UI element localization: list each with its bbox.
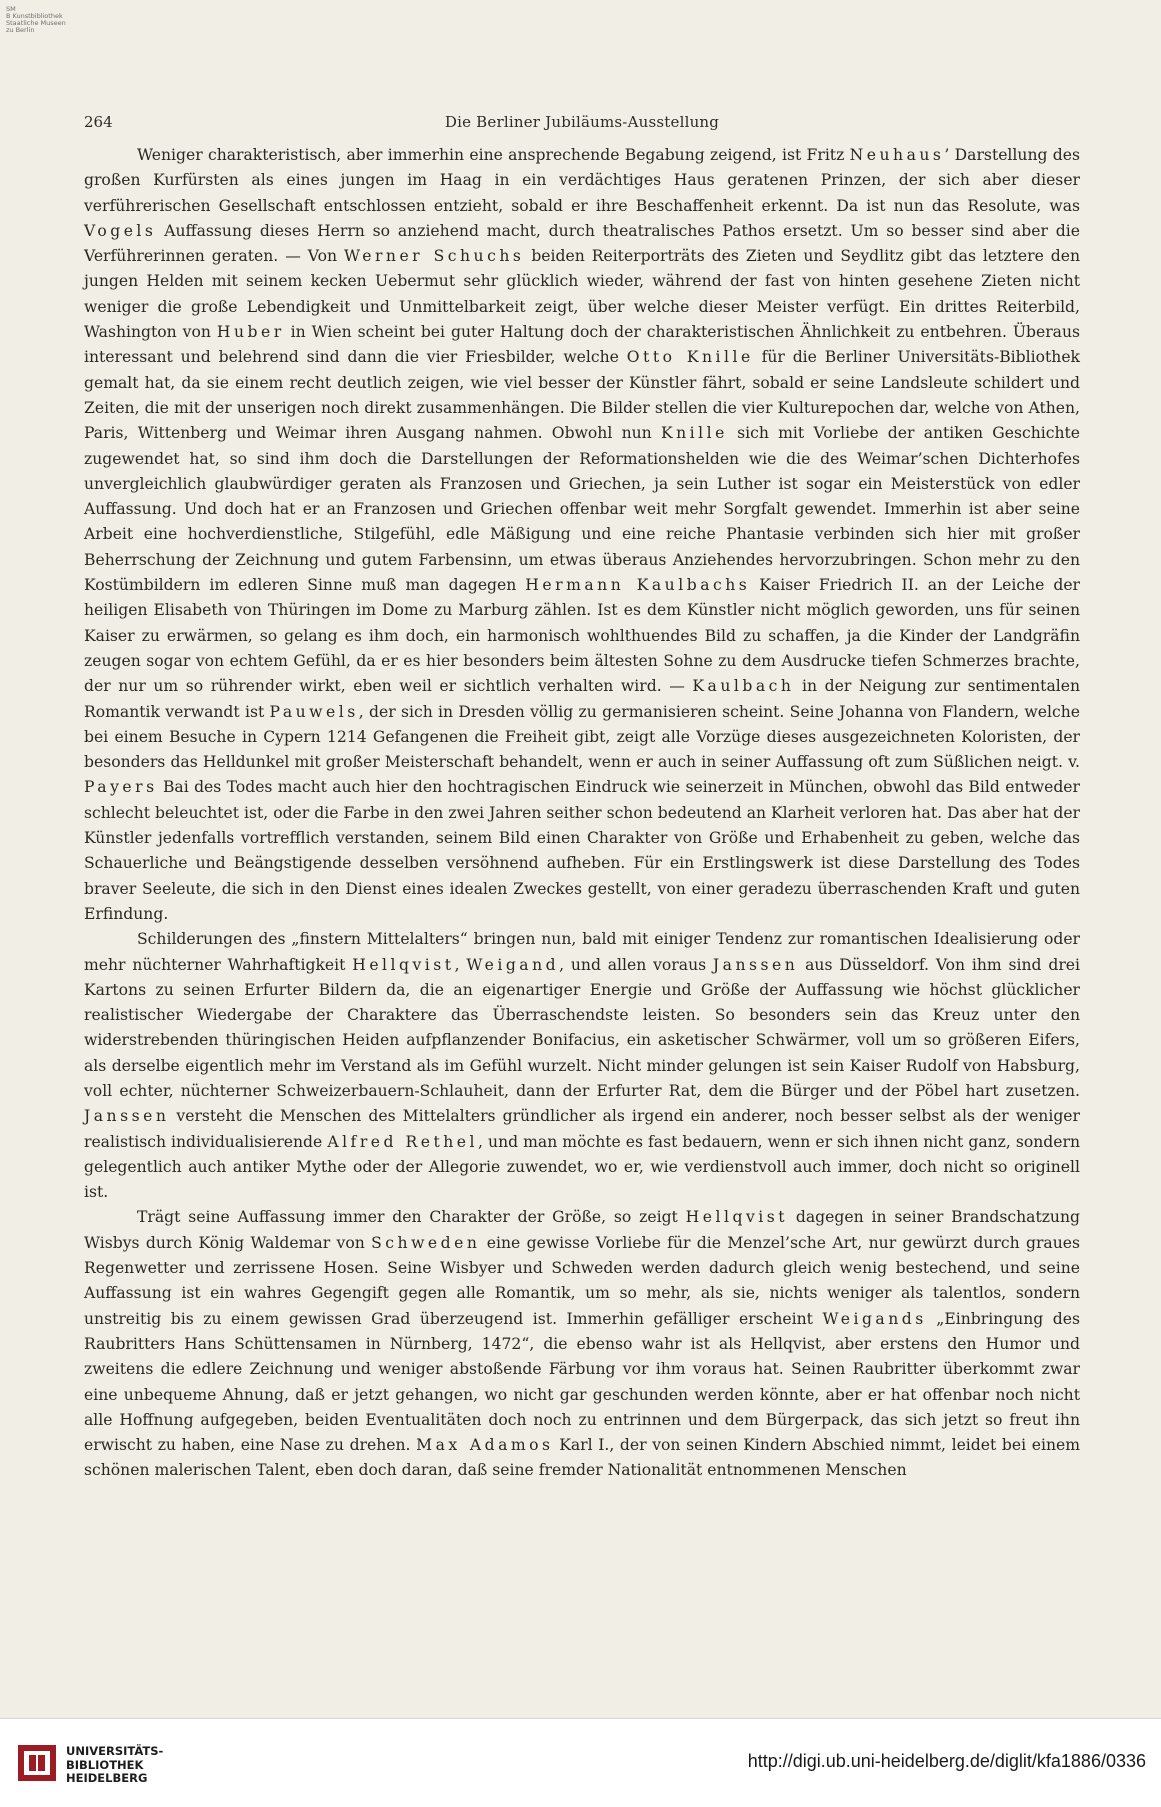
spaced-name: Kaulbach (692, 677, 795, 696)
library-name-line: UNIVERSITÄTS- (66, 1744, 164, 1758)
spaced-name: Schweden (371, 1233, 481, 1252)
spaced-name: Werner Schuchs (343, 247, 525, 266)
library-name-line: HEIDELBERG (66, 1771, 148, 1785)
paragraph: Weniger charakteristisch, aber immerhin eine ansprechende Begabung zeigend, ist Fritz Neuhaus’ Darstellung des großen Kurfürsten als eines jungen im Haag in ein verdächtiges Haus geratenen Prinzen, der sich aber dieser verführerischen Gesellschaft entschlossen entzieht, sobald er ihre Beschaffenheit erkennt. Da ist nun das Resolute, was Vogels Auffassung dieses Herrn so anziehend macht, durch theatralisches Pathos ersetzt. Um so besser sind aber die Verführerinnen geraten. — Von Werner Schuchs beiden Reiterporträts des Zieten und Seydlitz gibt das letztere den jungen Helden mit seinem kecken Uebermut sehr glücklich wieder, während der fast von hinten gesehene Zieten nicht weniger die große Lebendigkeit und Unmittelbarkeit zeigt, über welche dieser Meister verfügt. Ein drittes Reiterbild, Washington von Huber in Wien scheint bei guter Haltung doch der charakteristischen Ähnlichkeit zu entbehren. Überaus interessant und belehrend sind dann die vier Friesbilder, welche Otto Knille für die Berliner Universitäts-Bibliothek gemalt hat, da sie einem recht deutlich zeigen, wie viel besser der Künstler fährt, sobald er seine Landsleute schildert und Zeiten, die mit der unserigen noch direkt zusammenhängen. Die Bilder stellen die vier Kulturepochen dar, welche von Athen, Paris, Wittenberg und Weimar ihren Ausgang nahmen. Obwohl nun Knille sich mit Vorliebe der antiken Geschichte zugewendet hat, so sind ihm doch die Darstellungen der Reformationshelden wie die des Weimar’schen Dichterhofes unvergleichlich glaubwürdiger geraten als Franzosen und Griechen, ja sein Luther ist sogar ein Meisterstück von edler Auffassung. Und doch hat er an Franzosen und Griechen offenbar weit mehr Sorgfalt gewendet. Immerhin ist aber seine Arbeit eine hochverdienstliche, Stilgefühl, edle Mäßigung und eine reiche Phantasie verbinden sich hier mit großer Beherrschung der Zeichnung und gutem Farbensinn, um etwas überaus Anziehendes hervorzubringen. Schon mehr zu den Kostümbildern im edleren Sinne muß man dagegen Hermann Kaulbachs Kaiser Friedrich II. an der Leiche der heiligen Elisabeth von Thüringen im Dome zu Marburg zählen. Ist es dem Künstler nicht möglich geworden, uns für seinen Kaiser zu erwärmen, so gelang es ihm doch, ein harmonisch wohlthuendes Bild zu schaffen, ja die Kinder der Landgräfin zeugen sogar von echtem Gefühl, da er es hier besonders beim ältesten Sohne zu dem Ausdrucke tiefen Schmerzes brachte, der nur um so rührender wirkt, eben weil er sichtlich verhalten wird. — Kaulbach in der Neigung zur sentimentalen Romantik verwandt ist Pauwels, der sich in Dresden völlig zu germanisieren scheint. Seine Johanna von Flandern, welche bei einem Besuche in Cypern 1214 Gefangenen die Freiheit gibt, zeigt alle Vorzüge dieses ausgezeichneten Koloristen, der besonders das Helldunkel mit großer Meisterschaft behandelt, wenn er auch in seiner Auffassung oft zum Süßlichen neigt. v. Payers Bai des Todes macht auch hier den hochtragischen Eindruck wie seinerzeit in München, obwohl das Bild entweder schlecht beleuchtet ist, oder die Farbe in den zwei Jahren seither schon bedeutend an Klarheit verloren hat. Das aber hat der Künstler jedenfalls vortrefflich verstanden, seinem Bild einen Charakter von Größe und Erhabenheit zu geben, welche das Schauerliche und Beängstigende desselben versöhnend aufheben. Für ein Erstlingswerk ist diese Darstellung des Todes braver Seeleute, die sich in den Dienst eines idealen Zweckes gestellt, von einer geradezu überraschenden Kraft und guten Erfindung. (84, 146, 1081, 923)
spaced-name: Huber (216, 323, 285, 342)
digitization-footer (0, 1718, 1161, 1807)
spaced-name: Hermann Kaulbachs (525, 576, 751, 595)
library-stamp (6, 6, 66, 34)
spaced-name: Hellqvist (352, 955, 455, 974)
spaced-name: Janssen (84, 1107, 170, 1126)
stamp-line: SM (6, 5, 16, 13)
body-text (84, 143, 1080, 1484)
spaced-name: Payers (84, 778, 158, 797)
running-head (84, 113, 1080, 135)
permalink-url[interactable]: http://digi.ub.uni-heidelberg.de/diglit/kfa1886/0336 (747, 1751, 1146, 1771)
paragraph: Schilderungen des „finstern Mittelalters“ bringen nun, bald mit einiger Tendenz zur romantischen Idealisierung oder mehr nüchterner Wahrhaftigkeit Hellqvist, Weigand, und allen voraus Janssen aus Düsseldorf. Von ihm sind drei Kartons zu seinen Erfurter Bildern da, die an eigenartiger Energie und Größe der Auffassung wie höchst glücklicher realistischer Wiedergabe der Charaktere das Überraschendste leisten. So besonders sein das Kreuz unter den widerstrebenden thüringischen Heiden aufpflanzender Bonifacius, ein asketischer Schwärmer, voll um so größeren Eifers, als derselbe eigentlich mehr im Verstand als im Gefühl wurzelt. Nicht minder gelungen ist sein Kaiser Rudolf von Habsburg, voll echter, nüchterner Schweizerbauern-Schlauheit, dann der Erfurter Rat, dem die Bürger und der Pöbel hart zusetzen. Janssen versteht die Menschen des Mittelalters gründlicher als irgend ein anderer, noch besser selbst als der weniger realistisch individualisierende Alfred Rethel, und man möchte es fast bedauern, wenn er sich ihnen nicht ganz, sondern gelegentlich auch antiker Mythe oder der Allegorie zuwendet, wo er, wie verdienstvoll auch immer, doch nicht so originell ist. (84, 930, 1081, 1202)
stamp-line: zu Berlin (6, 26, 35, 34)
university-library-logo-icon (14, 1741, 60, 1785)
library-name-line: BIBLIOTHEK (66, 1757, 144, 1772)
spaced-name: Weigands (822, 1309, 927, 1328)
stamp-line: Staatliche Museen (6, 19, 66, 27)
spaced-name: Max Adamos (416, 1436, 554, 1455)
spaced-name: Vogels (84, 221, 157, 240)
running-title: Die Berliner Jubiläums-Ausstellung (444, 113, 720, 131)
spaced-name: Janssen (712, 955, 799, 974)
page-number: 264 (84, 113, 113, 131)
stamp-line: B Kunstbibliothek (6, 12, 63, 20)
paragraph: Trägt seine Auffassung immer den Charakter der Größe, so zeigt Hellqvist dagegen in seiner Brandschatzung Wisbys durch König Waldemar von Schweden eine gewisse Vorliebe für die Menzel’sche Art, nur gewürzt durch graues Regenwetter und zerrissene Hosen. Seine Wisbyer und Schweden werden dadurch gleich wenig bestechend, und seine Auffassung ist ein wahres Gegengift gegen alle Romantik, um so mehr, als sie, nichts weniger als talentlos, sondern unstreitig bis zu einem gewissen Grad überzeugend ist. Immerhin gefälliger erscheint Weigands „Einbringung des Raubritters Hans Schüttensamen in Nürnberg, 1472“, die ebenso wahr ist als Hellqvist, aber erstens den Humor und zweitens die edlere Zeichnung und weniger abstoßende Färbung vor ihm voraus hat. Seinen Raubritter überkommt zwar eine unbequeme Ahnung, daß er jetzt gehangen, wo nicht gar geschunden werden könnte, aber er hat offenbar noch nicht alle Hoffnung aufgegeben, beiden Eventualitäten doch noch zu entrinnen und dem Bürgerpack, das sich jetzt so freut ihn erwischt zu haben, eine Nase zu drehen. Max Adamos Karl I., der von seinen Kindern Abschied nimmt, leidet bei einem schönen malerischen Talent, eben doch daran, daß seine fremder Nationalität entnommenen Menschen (84, 1208, 1081, 1480)
spaced-name: Weigand (466, 955, 560, 974)
spaced-name: Hellqvist (685, 1208, 789, 1227)
spaced-name: Otto Knille (626, 348, 754, 367)
library-name (66, 1745, 163, 1786)
spaced-name: Neuhaus (849, 146, 945, 164)
spaced-name: Alfred Rethel (327, 1132, 479, 1151)
spaced-name: Knille (660, 424, 728, 443)
spaced-name: Pauwels (269, 702, 359, 721)
